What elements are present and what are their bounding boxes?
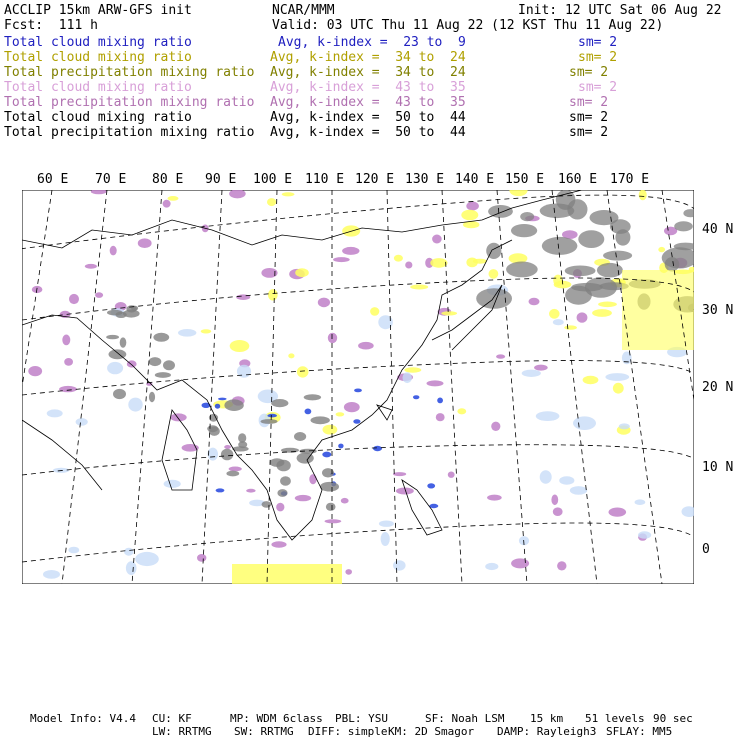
cloud-patch <box>262 501 272 508</box>
footer-item: Model Info: V4.4 <box>30 712 136 725</box>
cloud-patch <box>318 298 330 308</box>
cloud-patch <box>304 394 321 400</box>
cloud-patch <box>333 257 350 262</box>
cloud-patch <box>277 489 287 497</box>
legend-item-range: Avg, k-index = 43 to 35 <box>270 95 466 110</box>
cloud-patch <box>511 558 529 568</box>
cloud-patch <box>536 411 560 421</box>
cloud-patch <box>577 312 588 322</box>
legend-item-range: Avg, k-index = 34 to 24 <box>270 65 466 80</box>
cloud-patch <box>393 560 406 570</box>
cloud-patch <box>413 395 419 399</box>
cloud-patch <box>379 521 394 527</box>
legend-item-name: Total cloud mixing ratio <box>4 35 192 50</box>
cloud-patch <box>448 472 455 478</box>
latitude-label: 30 N <box>702 303 734 318</box>
legend-item-smoothing: sm= 2 <box>578 50 618 65</box>
cloud-patch <box>559 476 574 484</box>
cloud-patch <box>107 362 123 374</box>
cloud-patch <box>553 319 564 325</box>
cloud-patch <box>542 237 578 255</box>
cloud-patch <box>246 489 255 493</box>
cloud-patch <box>638 531 651 539</box>
cloud-patch <box>506 262 538 278</box>
cloud-patch <box>215 404 220 409</box>
cloud-patch <box>110 246 117 256</box>
longitude-label: 130 E <box>405 172 445 187</box>
footer-item: PBL: YSU <box>335 712 388 725</box>
cloud-patch <box>267 198 276 206</box>
cloud-patch <box>553 507 563 516</box>
footer-item: 90 sec <box>653 712 693 725</box>
footer-item: CU: KF <box>152 712 192 725</box>
legend-item-smoothing: sm= 2 <box>578 35 618 50</box>
cloud-patch <box>573 416 596 430</box>
cloud-patch <box>489 269 499 279</box>
cloud-patch <box>135 552 159 566</box>
cloud-patch <box>155 372 171 378</box>
cloud-patch <box>238 441 247 448</box>
longitude-label: 160 E <box>558 172 598 187</box>
cloud-patch <box>622 352 632 365</box>
longitude-label: 80 E <box>152 172 184 187</box>
cloud-patch <box>230 340 250 352</box>
cloud-patch <box>221 449 233 461</box>
cloud-patch <box>441 311 457 315</box>
cloud-patch <box>597 263 623 278</box>
cloud-patch <box>565 266 596 277</box>
cloud-patch <box>639 190 647 200</box>
cloud-patch <box>381 532 390 546</box>
cloud-patch <box>619 423 630 429</box>
cloud-patch <box>295 495 311 501</box>
cloud-patch <box>267 414 277 418</box>
footer-item: LW: RRTMG <box>152 725 212 738</box>
cloud-patch <box>120 337 127 347</box>
cloud-patch <box>571 283 603 292</box>
cloud-patch <box>603 251 632 261</box>
map-panel <box>22 190 694 584</box>
cloud-patch <box>540 470 552 484</box>
cloud-patch <box>485 563 498 570</box>
cloud-patch <box>149 392 155 402</box>
cloud-patch <box>113 389 126 399</box>
cloud-patch <box>294 432 306 441</box>
cloud-patch <box>461 210 478 221</box>
legend-item-range: Avg, k-index = 50 to 44 <box>270 110 466 125</box>
cloud-patch <box>268 289 278 300</box>
cloud-patch <box>68 547 79 554</box>
cloud-band <box>232 564 342 584</box>
cloud-patch <box>197 554 206 562</box>
cloud-patch <box>373 446 382 451</box>
legend-item-name: Total cloud mixing ratio <box>4 50 192 65</box>
legend-item-name: Total cloud mixing ratio <box>4 110 192 125</box>
cloud-patch <box>85 264 97 269</box>
cloud-patch <box>370 307 379 316</box>
longitude-label: 170 E <box>610 172 650 187</box>
cloud-patch <box>163 360 175 370</box>
cloud-patch <box>325 519 342 523</box>
legend-item-range: Avg, k-index = 50 to 44 <box>270 125 466 140</box>
legend-item-smoothing: sm= 2 <box>569 125 609 140</box>
cloud-patch <box>466 258 477 268</box>
cloud-patch <box>270 458 285 467</box>
cloud-patch <box>534 365 548 371</box>
cloud-patch <box>271 399 288 407</box>
cloud-patch <box>342 247 359 255</box>
cloud-patch <box>394 255 403 262</box>
legend-item-smoothing: sm= 2 <box>569 95 609 110</box>
cloud-patch <box>305 409 312 415</box>
longitude-label: 140 E <box>455 172 495 187</box>
legend-item-range: Avg, k-index = 43 to 35 <box>270 80 466 95</box>
footer-item: SW: RRTMG <box>234 725 294 738</box>
cloud-patch <box>432 235 442 244</box>
footer-item: MP: WDM 6class <box>230 712 323 725</box>
cloud-patch <box>43 570 60 579</box>
model-title: ACCLIP 15km ARW-GFS init <box>4 3 192 18</box>
cloud-patch <box>353 419 360 424</box>
cloud-patch <box>592 309 612 317</box>
cloud-patch <box>168 196 179 201</box>
cloud-patch <box>466 202 479 211</box>
cloud-patch <box>261 419 278 424</box>
cloud-patch <box>201 329 212 333</box>
cloud-patch <box>430 258 447 268</box>
cloud-patch <box>491 422 500 431</box>
longitude-label: 60 E <box>37 172 69 187</box>
cloud-patch <box>328 333 337 343</box>
cloud-patch <box>28 366 42 376</box>
cloud-patch <box>106 335 119 339</box>
cloud-patch <box>126 561 137 575</box>
cloud-patch <box>570 486 587 495</box>
cloud-patch <box>583 376 599 384</box>
footer-item: 15 km <box>530 712 564 725</box>
footer-item: DAMP: Rayleigh3 <box>497 725 597 738</box>
cloud-patch <box>529 298 540 305</box>
longitude-label: 70 E <box>95 172 127 187</box>
cloud-patch <box>47 409 63 417</box>
longitude-label: 120 E <box>355 172 395 187</box>
cloud-patch <box>344 402 360 412</box>
longitude-label: 150 E <box>505 172 545 187</box>
cloud-patch <box>164 480 181 488</box>
cloud-patch <box>309 474 316 484</box>
latitude-label: 0 <box>702 542 710 557</box>
cloud-patch <box>405 262 412 269</box>
cloud-patch <box>237 365 251 378</box>
cloud-patch <box>276 503 284 512</box>
cloud-patch <box>229 467 242 472</box>
cloud-patch <box>610 219 631 234</box>
cloud-patch <box>170 413 186 421</box>
cloud-patch <box>69 294 79 304</box>
cloud-patch <box>354 389 362 393</box>
latitude-label: 20 N <box>702 380 734 395</box>
valid-time: Valid: 03 UTC Thu 11 Aug 22 (12 KST Thu 11 Aug 22) <box>272 18 664 33</box>
cloud-patch <box>674 221 693 231</box>
cloud-patch <box>282 192 295 196</box>
cloud-patch <box>295 268 309 277</box>
cloud-patch <box>427 380 444 386</box>
cloud-patch <box>163 200 171 208</box>
cloud-patch <box>178 329 196 337</box>
cloud-patch <box>520 212 534 221</box>
cloud-patch <box>551 495 558 506</box>
cloud-patch <box>358 342 374 350</box>
cloud-patch <box>320 482 339 492</box>
cloud-patch <box>578 230 604 248</box>
cloud-patch <box>95 292 103 298</box>
cloud-patch <box>404 367 421 372</box>
cloud-patch <box>280 476 291 486</box>
cloud-patch <box>437 398 443 404</box>
latitude-label: 10 N <box>702 460 734 475</box>
cloud-patch <box>613 383 624 394</box>
cloud-patch <box>557 561 566 570</box>
cloud-patch <box>341 498 349 504</box>
cloud-patch <box>393 472 406 476</box>
cloud-patch <box>457 408 466 414</box>
longitude-label: 90 E <box>205 172 237 187</box>
cloud-patch <box>635 499 646 505</box>
cloud-patch <box>153 333 169 342</box>
cloud-patch <box>62 335 70 346</box>
cloud-patch <box>59 386 77 392</box>
cloud-patch <box>436 413 445 421</box>
cloud-patch <box>326 503 336 511</box>
cloud-band <box>622 270 694 350</box>
footer-item: KM: 2D Smagor <box>388 725 475 738</box>
cloud-patch <box>427 483 435 488</box>
legend-item-name: Total precipitation mixing ratio <box>4 95 255 110</box>
forecast-hour: Fcst: 111 h <box>4 18 98 33</box>
cloud-patch <box>336 412 345 416</box>
cloud-patch <box>338 444 343 449</box>
cloud-patch <box>208 448 218 461</box>
cloud-patch <box>149 357 162 366</box>
cloud-patch <box>511 224 537 237</box>
legend-item-name: Total precipitation mixing ratio <box>4 125 255 140</box>
cloud-patch <box>323 425 338 435</box>
latitude-label: 40 N <box>702 222 734 237</box>
cloud-patch <box>549 309 560 319</box>
cloud-patch <box>216 488 225 492</box>
cloud-patch <box>288 353 294 358</box>
cloud-patch <box>496 354 505 358</box>
longitude-label: 100 E <box>253 172 293 187</box>
cloud-patch <box>64 358 73 366</box>
cloud-patch <box>345 569 352 575</box>
cloud-patch <box>138 238 152 248</box>
cloud-patch <box>658 247 665 252</box>
legend-item-name: Total cloud mixing ratio <box>4 80 192 95</box>
cloud-patch <box>605 373 629 381</box>
footer-item: 51 levels <box>585 712 645 725</box>
organization: NCAR/MMM <box>272 3 335 18</box>
cloud-patch <box>556 190 576 210</box>
cloud-patch <box>107 310 123 316</box>
cloud-patch <box>598 302 617 308</box>
legend-item-range: Avg, k-index = 34 to 24 <box>270 50 466 65</box>
cloud-patch <box>522 370 541 377</box>
cloud-patch <box>76 418 88 426</box>
legend-item-range: Avg, k-index = 23 to 9 <box>278 35 466 50</box>
footer-item: DIFF: simple <box>308 725 388 738</box>
footer-item: SF: Noah LSM <box>425 712 505 725</box>
cloud-patch <box>124 548 133 556</box>
cloud-patch <box>609 508 627 517</box>
cloud-patch <box>207 425 218 432</box>
cloud-patch <box>487 495 502 501</box>
cloud-patch <box>224 399 243 411</box>
init-time: Init: 12 UTC Sat 06 Aug 22 <box>518 3 722 18</box>
cloud-patch <box>226 471 239 477</box>
cloud-patch <box>564 325 577 329</box>
cloud-patch <box>410 285 428 290</box>
cloud-patch <box>218 398 227 401</box>
longitude-label: 110 E <box>305 172 345 187</box>
cloud-patch <box>403 372 412 383</box>
legend-item-name: Total precipitation mixing ratio <box>4 65 255 80</box>
legend-item-smoothing: sm= 2 <box>578 80 618 95</box>
cloud-patch <box>224 445 231 449</box>
cloud-patch <box>311 416 330 424</box>
cloud-patch <box>271 541 286 547</box>
legend-item-smoothing: sm= 2 <box>569 65 609 80</box>
footer-item: SFLAY: MM5 <box>606 725 673 738</box>
legend-item-smoothing: sm= 2 <box>569 110 609 125</box>
cloud-patch <box>322 452 331 458</box>
cloud-patch <box>297 366 309 377</box>
cloud-patch <box>128 398 142 412</box>
